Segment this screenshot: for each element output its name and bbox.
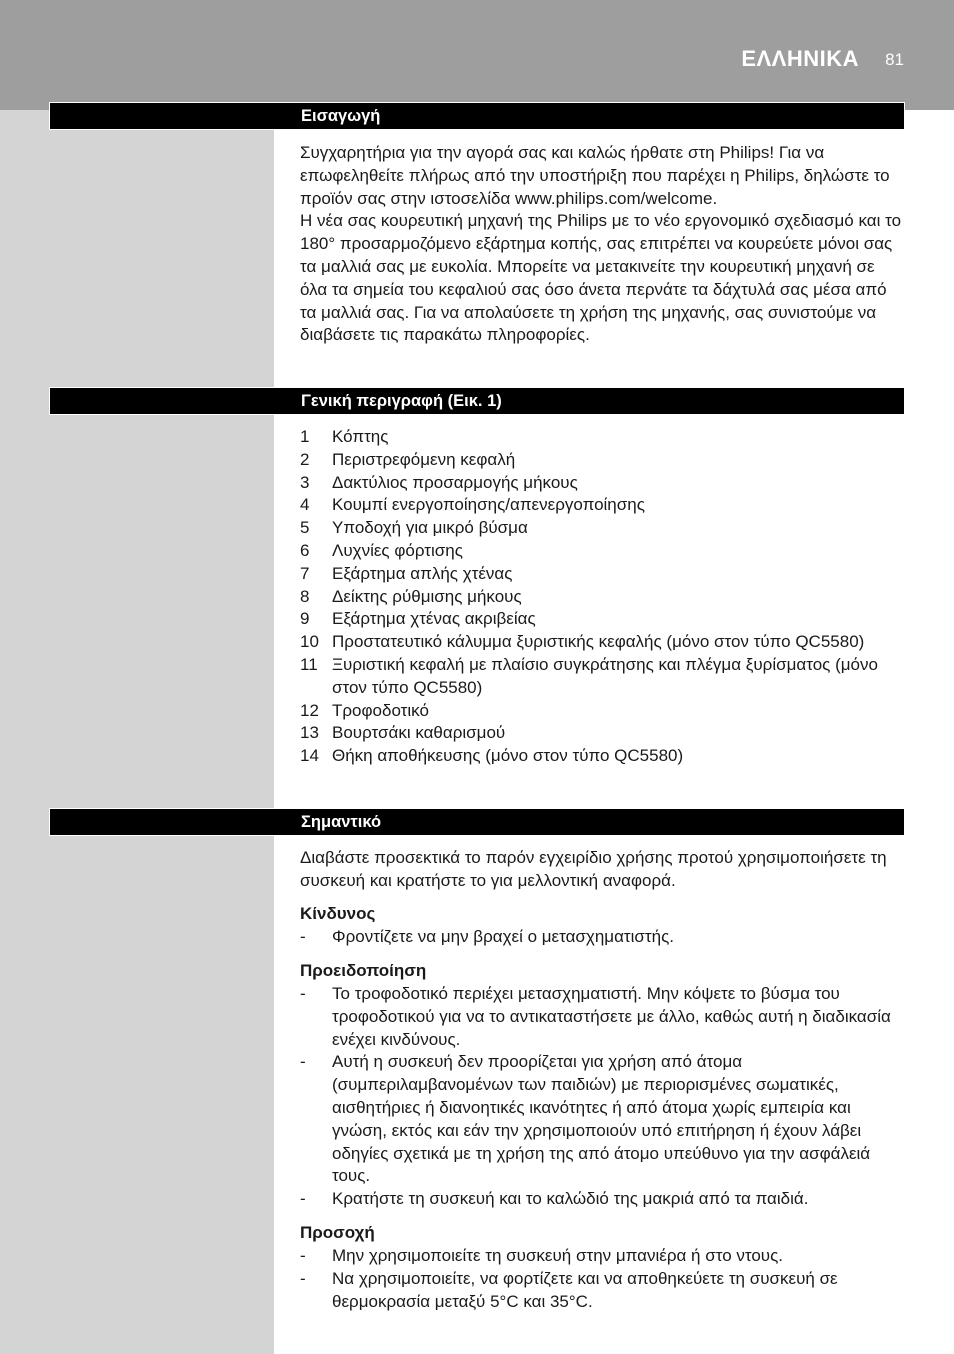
list-item xyxy=(300,631,906,654)
item-text: Προστατευτικό κάλυμμα ξυριστικής κεφαλής (μόνο στον τύπο QC5580) xyxy=(332,632,865,652)
section-title-important: Σημαντικό xyxy=(301,813,382,831)
item-number: 13 xyxy=(300,723,319,743)
section-bar-description xyxy=(49,387,905,415)
list-item xyxy=(300,472,906,495)
bullet-dash: - xyxy=(300,1052,306,1072)
important-intro: Διαβάστε προσεκτικά το παρόν εγχειρίδιο χρήσης προτού χρησιμοποιήσετε τη συσκευή και κρατήστε το για μελλοντική αναφορά. xyxy=(300,848,887,890)
item-number: 8 xyxy=(300,586,310,606)
left-margin-column xyxy=(0,110,274,1354)
bullet-dash: - xyxy=(300,1189,306,1209)
warning-heading: Προειδοποίηση xyxy=(300,961,427,980)
list-item xyxy=(300,563,906,586)
item-text: Υποδοχή για μικρό βύσμα xyxy=(332,518,528,538)
language-label: ΕΛΛΗΝΙΚΑ xyxy=(741,46,859,71)
list-item xyxy=(300,608,906,631)
intro-text xyxy=(300,142,906,347)
item-number: 5 xyxy=(300,518,310,538)
intro-paragraph-2: Η νέα σας κουρευτική μηχανή της Philips με το νέο εργονομικό σχεδιασμό και το 180° προσαρμοζόμενο εξάρτημα κοπής, σας επιτρέπει να κουρεύετε μόνοι σας τα μαλλιά σας με ευκολία. Μπορείτε να μετακινείτε την κουρευτική μηχανή σε όλα τα σημεία του κεφαλιού σας όσο άνετα περνάτε τα δάχτυλά σας μέσα από τα μαλλιά σας. Για να απολαύσετε τη χρήση της μηχανής, σας συνιστούμε να διαβάσετε τις παρακάτω πληροφορίες. xyxy=(300,211,902,345)
section-bar-intro xyxy=(49,102,905,130)
list-item xyxy=(300,1245,906,1268)
item-text: Κουμπί ενεργοποίησης/απενεργοποίησης xyxy=(332,495,645,515)
list-item xyxy=(300,517,906,540)
item-number: 7 xyxy=(300,563,310,583)
warning-list xyxy=(300,983,906,1211)
item-text: Το τροφοδοτικό περιέχει μετασχηματιστή. Μην κόψετε το βύσμα του τροφοδοτικού για να το αντικαταστήσετε με άλλο, καθώς αυτή η διαδικασία ενέχει κινδύνους. xyxy=(332,984,891,1049)
list-item xyxy=(300,700,906,723)
danger-heading: Κίνδυνος xyxy=(300,904,376,923)
item-text: Φροντίζετε να μην βραχεί ο μετασχηματιστής. xyxy=(332,927,674,946)
item-number: 10 xyxy=(300,632,319,652)
danger-list xyxy=(300,926,906,949)
list-item xyxy=(300,1051,906,1188)
list-item xyxy=(300,983,906,1051)
item-text: Αυτή η συσκευή δεν προορίζεται για χρήση από άτομα (συμπεριλαμβανομένων των παιδιών) με περιορισμένες σωματικές, αισθητήριες ή διανοητικές ικανότητες ή από άτομα χωρίς εμπειρία και γνώση, εκτός και εάν την χρησιμοποιούν υπό επιτήρηση ή έχουν λάβει οδηγίες σχετικά με τη χρήση της από άτομο υπεύθυνο για την ασφάλειά τους. xyxy=(332,1052,871,1186)
item-text: Κόπτης xyxy=(332,427,389,446)
item-text: Τροφοδοτικό xyxy=(332,700,429,720)
caution-list xyxy=(300,1245,906,1313)
item-text: Ξυριστική κεφαλή με πλαίσιο συγκράτησης και πλέγμα ξυρίσματος (μόνο στον τύπο QC5580) xyxy=(332,654,878,697)
item-number: 9 xyxy=(300,609,310,629)
bullet-dash: - xyxy=(300,1246,306,1265)
item-text: Βουρτσάκι καθαρισμού xyxy=(332,723,506,743)
item-text: Εξάρτημα απλής χτένας xyxy=(332,563,513,583)
item-text: Δείκτης ρύθμισης μήκους xyxy=(332,586,522,606)
item-number: 2 xyxy=(300,449,310,469)
section-title-description: Γενική περιγραφή (Εικ. 1) xyxy=(301,392,502,410)
intro-paragraph-1: Συγχαρητήρια για την αγορά σας και καλώς ήρθατε στη Philips! Για να επωφεληθείτε πλήρως από την υποστήριξη που παρέχει η Philips, δηλώστε το προϊόν σας στην ιστοσελίδα www.philips.com/welcome. xyxy=(300,143,890,208)
item-number: 1 xyxy=(300,427,310,446)
item-number: 6 xyxy=(300,540,310,560)
item-number: 3 xyxy=(300,472,310,492)
list-item xyxy=(300,1268,906,1314)
item-number: 4 xyxy=(300,495,310,515)
bullet-dash: - xyxy=(300,1268,306,1288)
section-bar-important xyxy=(49,808,905,836)
item-text: Κρατήστε τη συσκευή και το καλώδιό της μακριά από τα παιδιά. xyxy=(332,1189,809,1209)
item-number: 14 xyxy=(300,746,319,766)
list-item xyxy=(300,586,906,609)
item-text: Μην χρησιμοποιείτε τη συσκευή στην μπανιέρα ή στο ντους. xyxy=(332,1246,784,1265)
list-item xyxy=(300,426,906,449)
section-title-intro: Εισαγωγή xyxy=(301,107,381,125)
list-item xyxy=(300,654,906,700)
item-number: 11 xyxy=(300,654,318,674)
parts-list xyxy=(300,426,906,768)
item-text: Εξάρτημα χτένας ακριβείας xyxy=(332,609,536,629)
item-text: Θήκη αποθήκευσης (μόνο στον τύπο QC5580) xyxy=(332,746,684,766)
bullet-dash: - xyxy=(300,984,306,1003)
item-text: Δακτύλιος προσαρμογής μήκους xyxy=(332,472,578,492)
caution-heading: Προσοχή xyxy=(300,1223,375,1242)
list-item xyxy=(300,540,906,563)
list-item xyxy=(300,494,906,517)
list-item xyxy=(300,449,906,472)
list-item xyxy=(300,926,906,949)
item-text: Να χρησιμοποιείτε, να φορτίζετε και να αποθηκεύετε τη συσκευή σε θερμοκρασία μεταξύ 5°C και 35°C. xyxy=(332,1268,838,1311)
list-item xyxy=(300,745,906,768)
item-text: Λυχνίες φόρτισης xyxy=(332,540,463,560)
list-item xyxy=(300,1188,906,1211)
page-number: 81 xyxy=(885,50,904,69)
item-number: 12 xyxy=(300,700,319,720)
list-item xyxy=(300,722,906,745)
bullet-dash: - xyxy=(300,927,306,946)
item-text: Περιστρεφόμενη κεφαλή xyxy=(332,449,516,469)
